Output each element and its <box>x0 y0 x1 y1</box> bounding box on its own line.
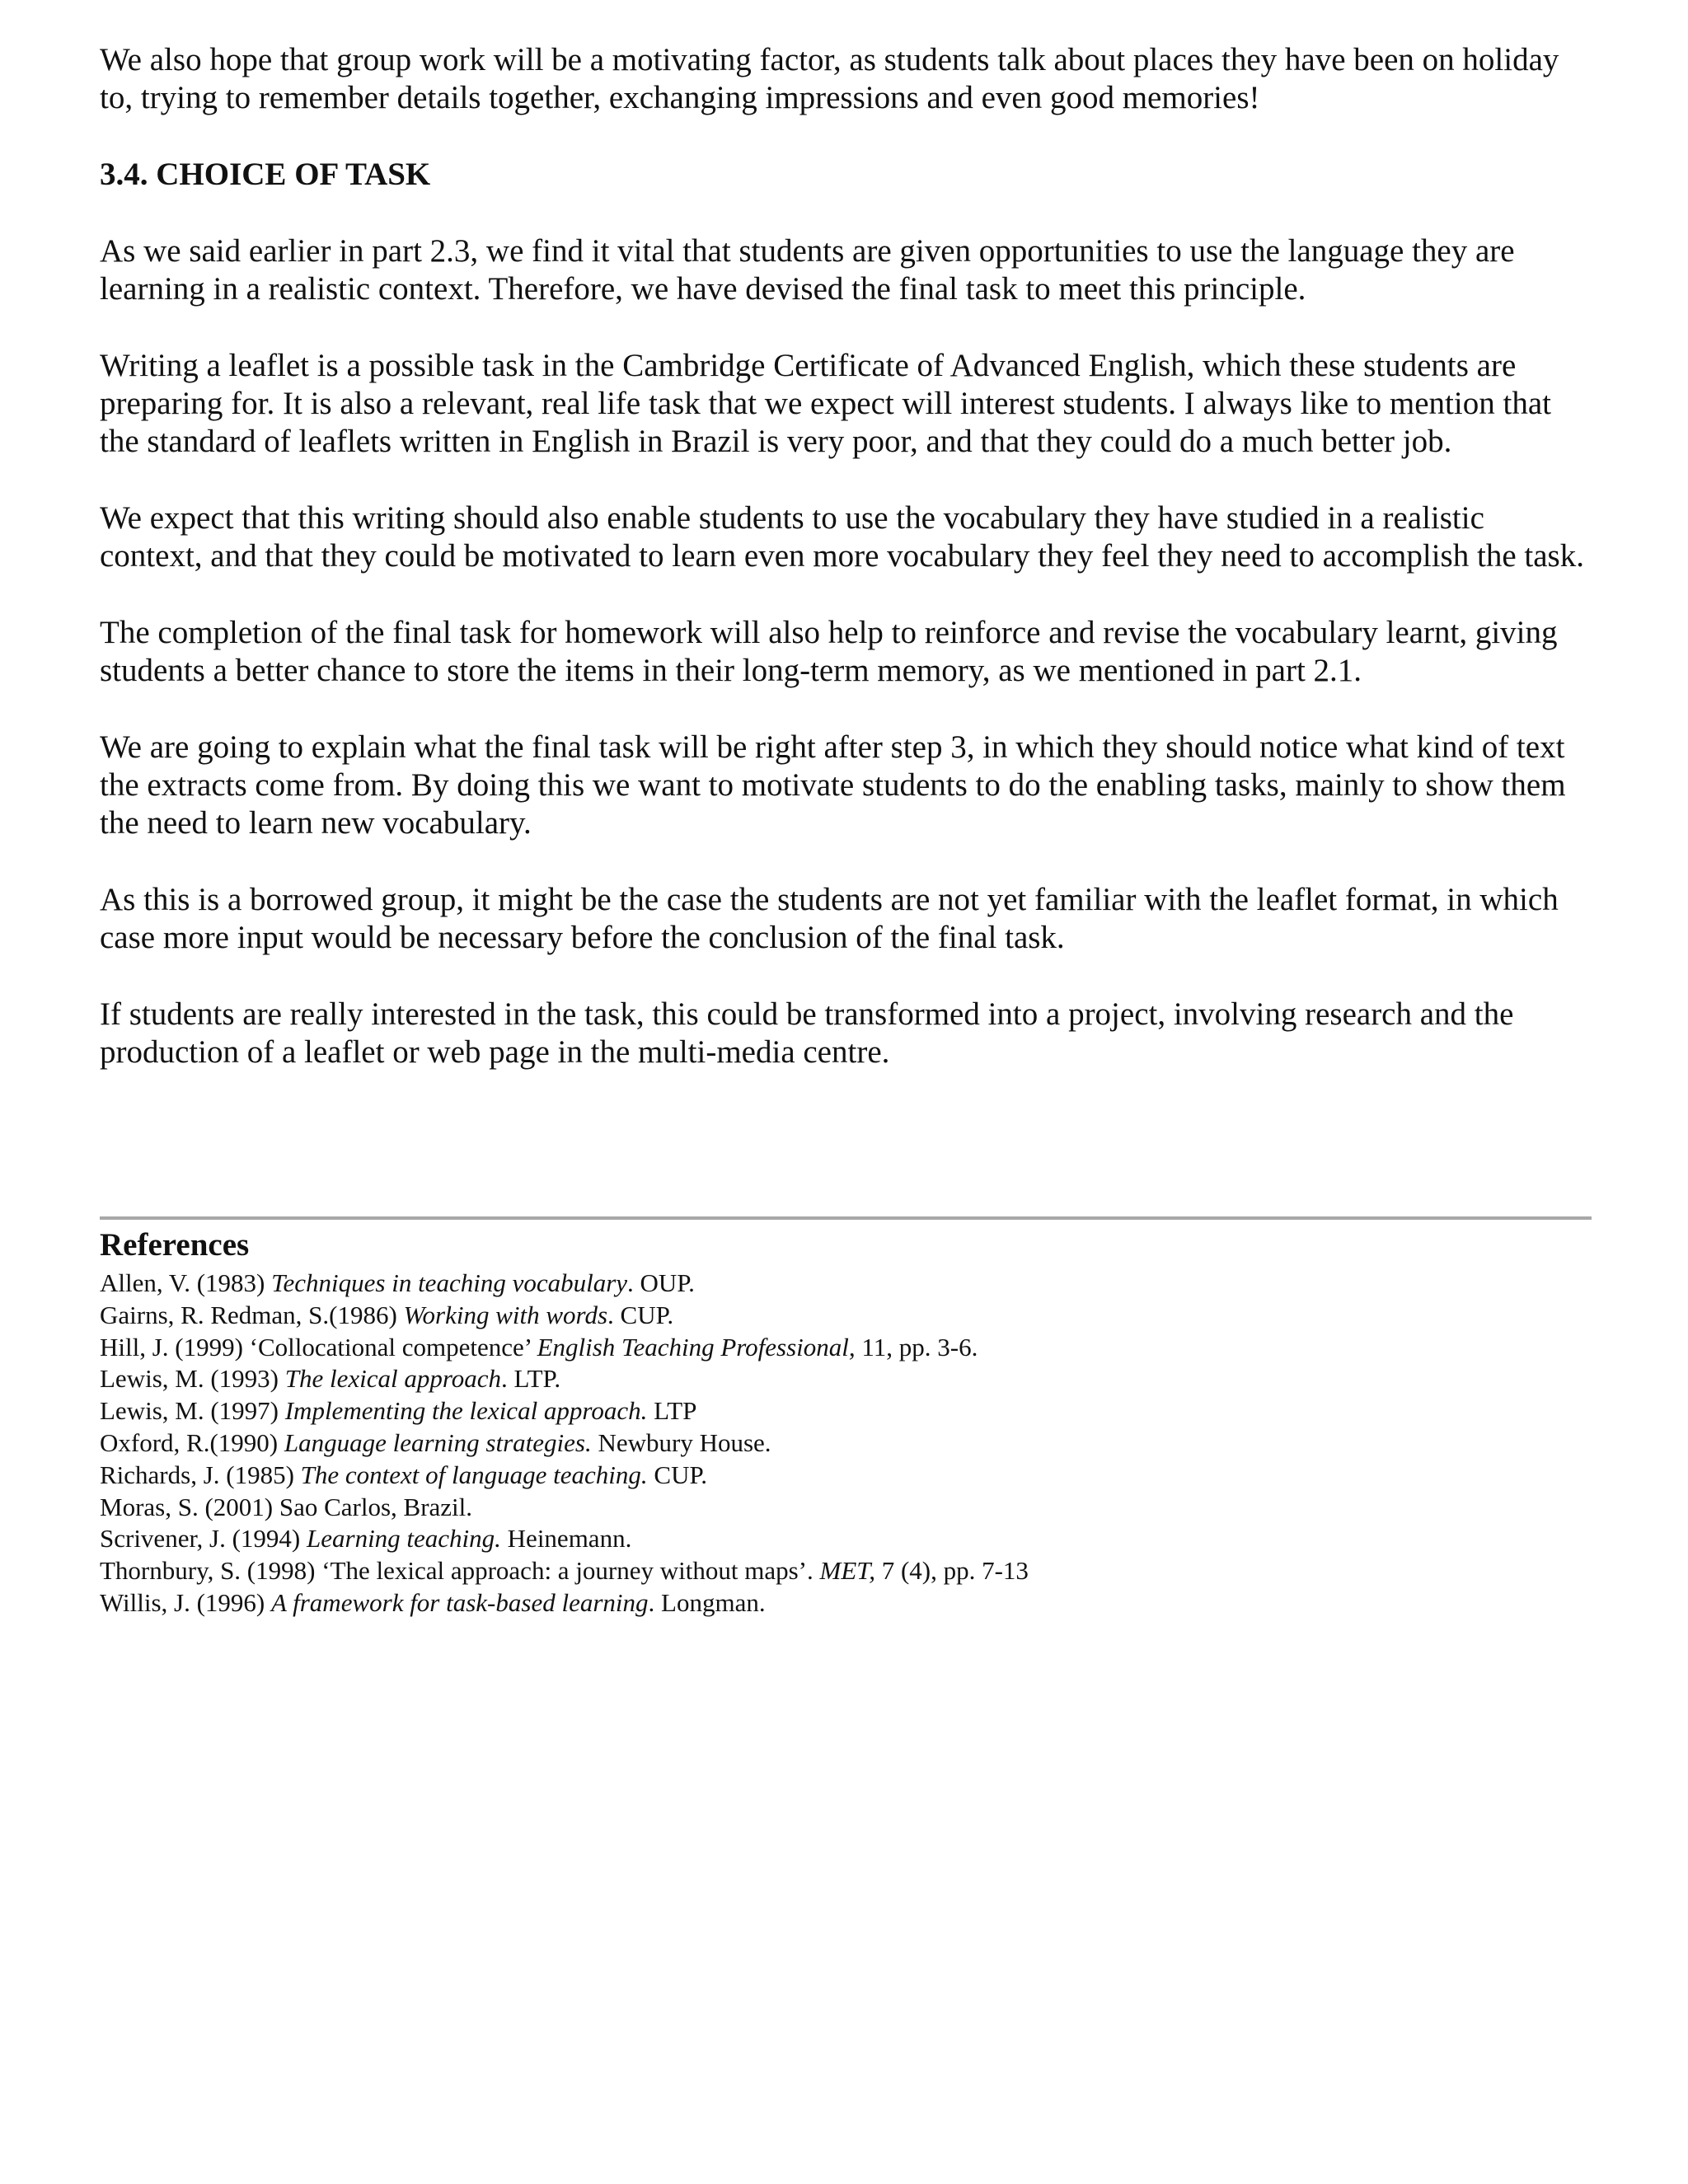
reference-title: The context of language teaching. <box>300 1460 648 1489</box>
reference-item <box>100 1332 1592 1364</box>
reference-text: Gairns, R. Redman, S.(1986) <box>100 1300 404 1329</box>
paragraph-group-work: We also hope that group work will be a motivating factor, as students talk about places they have been on holiday to, trying to remember details together, exchanging impressions and even good memories! <box>100 42 1559 115</box>
reference-text: Heinemann. <box>500 1524 632 1554</box>
reference-text: Richards, J. (1985) <box>100 1460 301 1489</box>
reference-text: Allen, V. (1983) <box>100 1268 272 1297</box>
reference-item <box>100 1460 1592 1492</box>
paragraph-leaflet-task: Writing a leaflet is a possible task in the Cambridge Certificate of Advanced English, which these students are preparing for. It is also a relevant, real life task that we expect will interest students. I always like to mention that the standard of leaflets written in English in Brazil is very poor, and that they could do a much better job. <box>100 348 1551 459</box>
reference-text: LTP <box>647 1396 697 1426</box>
reference-title: Learning teaching. <box>307 1524 501 1554</box>
reference-text: . LTP. <box>501 1364 561 1394</box>
reference-item <box>100 1395 1592 1427</box>
reference-text: Lewis, M. (1993) <box>100 1364 285 1394</box>
reference-title: Implementing the lexical approach. <box>284 1396 648 1426</box>
paragraph-realistic-context: As we said earlier in part 2.3, we find it vital that students are given opportunities to use the language they are learning in a realistic context. Therefore, we have devised the final task to meet this principle. <box>100 233 1515 307</box>
paragraph-borrowed-group: As this is a borrowed group, it might be the case the students are not yet familiar with the leaflet format, in which case more input would be necessary before the conclusion of the final task. <box>100 882 1559 955</box>
section-heading: 3.4. CHOICE OF TASK <box>100 157 431 192</box>
reference-title: Working with words <box>403 1300 608 1329</box>
reference-text: CUP. <box>647 1460 708 1489</box>
references-section <box>100 1226 1592 1619</box>
references-title: References <box>100 1227 250 1263</box>
reference-title: English Teaching Professional, <box>537 1332 856 1361</box>
paragraph-explain-task: We are going to explain what the final task will be right after step 3, in which they should notice what kind of text the extracts come from. By doing this we want to motivate students to do the enabling tasks, mainly to show them the need to learn new vocabulary. <box>100 729 1566 841</box>
reference-title: A framework for task-based learning <box>271 1587 649 1617</box>
reference-text: Scrivener, J. (1994) <box>100 1524 307 1554</box>
paragraph-vocabulary-use: We expect that this writing should also enable students to use the vocabulary they have studied in a realistic context, and that they could be motivated to learn even more vocabulary they feel they need to accomplish the task. <box>100 500 1584 574</box>
reference-text: 11, pp. 3-6. <box>855 1332 978 1361</box>
paragraph-project: If students are really interested in the task, this could be transformed into a project, involving research and the production of a leaflet or web page in the multi-media centre. <box>100 996 1514 1070</box>
reference-text: 7 (4), pp. 7-13 <box>874 1556 1029 1586</box>
reference-text: Moras, S. (2001) Sao Carlos, Brazil. <box>100 1492 473 1521</box>
reference-item <box>100 1268 1592 1300</box>
reference-text: Newbury House. <box>591 1427 771 1457</box>
reference-title: Language learning strategies. <box>284 1427 592 1457</box>
document-body <box>100 41 1592 1071</box>
reference-item <box>100 1523 1592 1555</box>
horizontal-divider <box>100 1216 1592 1220</box>
reference-text: Hill, J. (1999) ‘Collocational competence’ <box>100 1332 537 1361</box>
reference-text: . Longman. <box>648 1587 766 1617</box>
reference-text: Thornbury, S. (1998) ‘The lexical approach: a journey without maps’. <box>100 1556 820 1586</box>
reference-text: . OUP. <box>627 1268 695 1297</box>
reference-title: The lexical approach <box>284 1364 502 1394</box>
reference-text: Willis, J. (1996) <box>100 1587 271 1617</box>
reference-item <box>100 1427 1592 1460</box>
reference-item <box>100 1363 1592 1395</box>
reference-item <box>100 1555 1592 1587</box>
reference-item <box>100 1300 1592 1332</box>
reference-text: Oxford, R.(1990) <box>100 1427 284 1457</box>
reference-item <box>100 1587 1592 1619</box>
references-list <box>100 1268 1592 1619</box>
paragraph-homework: The completion of the final task for homework will also help to reinforce and revise the vocabulary learnt, giving students a better chance to store the items in their long-term memory, as we mentioned in part 2.1. <box>100 615 1558 688</box>
reference-title: Techniques in teaching vocabulary <box>271 1268 628 1297</box>
reference-item <box>100 1492 1592 1524</box>
reference-title: MET, <box>819 1556 875 1586</box>
reference-text: Lewis, M. (1997) <box>100 1396 285 1426</box>
reference-text: . CUP. <box>607 1300 674 1329</box>
